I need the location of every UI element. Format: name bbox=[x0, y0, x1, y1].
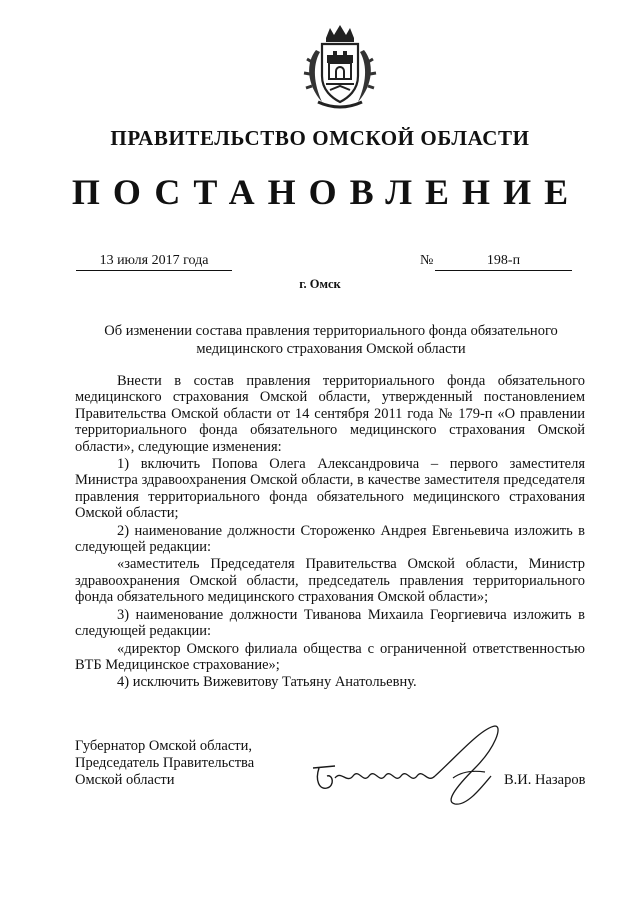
signer-name: В.И. Назаров bbox=[504, 772, 586, 788]
city-name: г. Омск bbox=[299, 277, 341, 291]
document-date: 13 июля 2017 года bbox=[76, 253, 232, 271]
body-paragraph: 4) исключить Вижевитову Татьяну Анатольевну. bbox=[117, 674, 417, 691]
signer-position-line: Председатель Правительства bbox=[75, 755, 255, 771]
signer-position-line: Омской области bbox=[75, 772, 175, 788]
coat-of-arms-icon bbox=[296, 22, 384, 112]
handwritten-signature bbox=[305, 718, 505, 808]
number-label: № bbox=[420, 253, 434, 268]
document-body bbox=[75, 373, 585, 692]
body-paragraph: Внести в состав правления территориального фонда обязательного медицинского страхования Омской области, утвержденный постановлением Правительства Омской области от 14 сентября 2011 года № 179-п «О правлении территориального фонда обязательного медицинского страхования Омской области», следующие изменения: bbox=[75, 373, 585, 455]
body-paragraph: 1) включить Попова Олега Александровича – первого заместителя Министра здравоохранения Омской области, в качестве заместителя председателя правления территориального фонда обязательного медицинского страхования Омской области; bbox=[75, 456, 585, 522]
body-paragraph: «директор Омского филиала общества с ограниченной ответственностью ВТБ Медицинское страхование»; bbox=[75, 640, 585, 673]
document-type-title: ПОСТАНОВЛЕНИЕ bbox=[71, 172, 582, 212]
body-paragraph: «заместитель Председателя Правительства Омской области, Министр здравоохранения Омской области, председатель правления территориального фонда обязательного медицинского страхования Омской области»; bbox=[75, 556, 585, 606]
signer-position-line: Губернатор Омской области, bbox=[75, 738, 252, 754]
body-paragraph: 3) наименование должности Тиванова Михаила Георгиевича изложить в следующей редакции: bbox=[75, 606, 585, 640]
signer-position bbox=[75, 738, 254, 789]
document-subject: Об изменении состава правления территориального фонда обязательного медицинского страхования Омской области bbox=[104, 323, 558, 357]
document-number: 198-п bbox=[435, 253, 572, 271]
body-paragraph: 2) наименование должности Стороженко Андрея Евгеньевича изложить в следующей редакции: bbox=[75, 522, 585, 556]
government-name: ПРАВИТЕЛЬСТВО ОМСКОЙ ОБЛАСТИ bbox=[110, 126, 530, 150]
